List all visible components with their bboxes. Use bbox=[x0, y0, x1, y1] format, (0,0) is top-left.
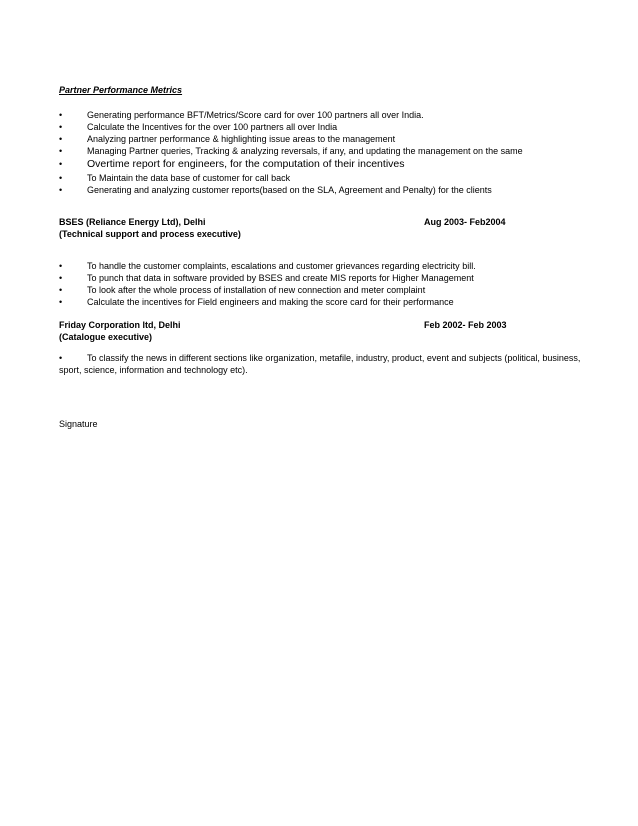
friday-job-header bbox=[59, 319, 519, 343]
paragraph-text: To classify the news in different sections like organization, metafile, industry, product, event and subjects (political, business, bbox=[87, 353, 581, 363]
list-item-text: Generating performance BFT/Metrics/Score card for over 100 partners all over India. bbox=[87, 110, 424, 120]
list-item-text: Calculate the incentives for Field engineers and making the score card for their performance bbox=[87, 297, 454, 307]
bullet-icon: • bbox=[59, 297, 63, 307]
list-item-text: Managing Partner queries, Tracking & analyzing reversals, if any, and updating the management on the same bbox=[87, 146, 523, 156]
list-item-text: Generating and analyzing customer reports(based on the SLA, Agreement and Penalty) for the clients bbox=[87, 185, 492, 195]
list-item-text: To punch that data in software provided by BSES and create MIS reports for Higher Management bbox=[87, 273, 474, 283]
friday-company: Friday Corporation ltd, Delhi bbox=[59, 320, 181, 330]
friday-role: (Catalogue executive) bbox=[59, 332, 153, 342]
list-item-text: Overtime report for engineers, for the computation of their incentives bbox=[87, 158, 405, 170]
paragraph-line bbox=[59, 352, 609, 364]
signature-label: Signature bbox=[59, 419, 98, 429]
bullet-icon: • bbox=[59, 173, 63, 183]
bses-role: (Technical support and process executive) bbox=[59, 229, 241, 239]
bullet-icon: • bbox=[59, 353, 63, 363]
bullet-icon: • bbox=[59, 273, 63, 283]
partner-metrics-heading: Partner Performance Metrics bbox=[59, 85, 183, 95]
list-item-text: To handle the customer complaints, escalations and customer grievances regarding electricity bill. bbox=[87, 261, 476, 271]
list-item-text: To look after the whole process of installation of new connection and meter complaint bbox=[87, 285, 426, 295]
bullet-icon: • bbox=[59, 134, 63, 144]
paragraph-line: sport, science, information and technology etc). bbox=[59, 365, 248, 375]
bullet-icon: • bbox=[59, 261, 63, 271]
bullet-icon: • bbox=[59, 285, 63, 295]
bullet-icon: • bbox=[59, 122, 63, 132]
bses-company: BSES (Reliance Energy Ltd), Delhi bbox=[59, 217, 206, 227]
list-item-text: Calculate the Incentives for the over 100 partners all over India bbox=[87, 122, 338, 132]
friday-dates: Feb 2002- Feb 2003 bbox=[424, 320, 507, 330]
bullet-icon: • bbox=[59, 110, 63, 120]
list-item-text: Analyzing partner performance & highlighting issue areas to the management bbox=[87, 134, 396, 144]
friday-duties-paragraph bbox=[59, 352, 609, 376]
bullet-icon: • bbox=[59, 185, 63, 195]
bullet-icon: • bbox=[59, 146, 63, 156]
bullet-icon: • bbox=[59, 159, 63, 169]
bses-job-header bbox=[59, 216, 519, 240]
list-item-text: To Maintain the data base of customer for call back bbox=[87, 173, 291, 183]
bses-dates: Aug 2003- Feb2004 bbox=[424, 217, 506, 227]
